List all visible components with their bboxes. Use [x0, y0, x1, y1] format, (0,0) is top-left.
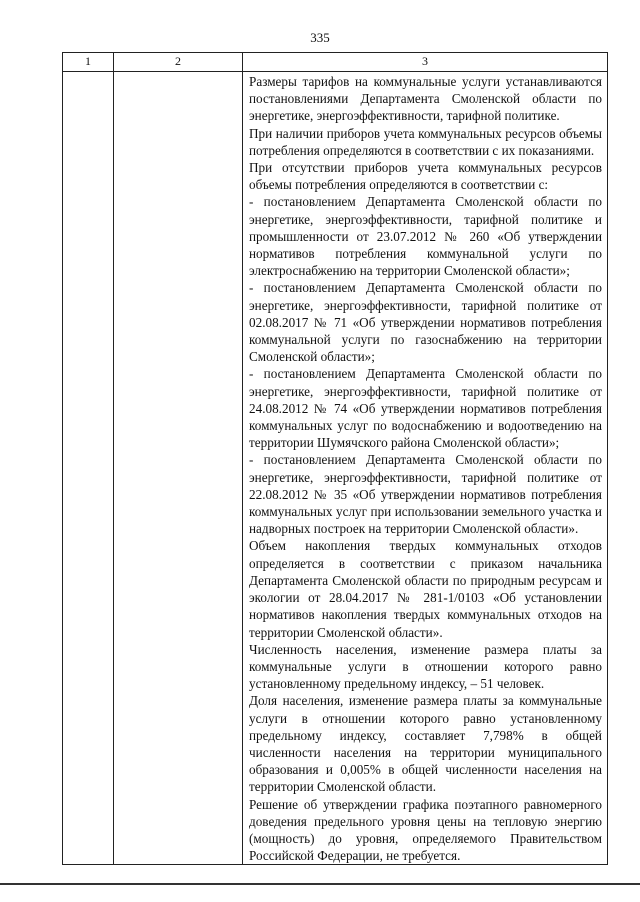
list-item: - постановлением Департамента Смоленской области по энергетике, энергоэффективности, тарифной политике от 02.08.2017 № 71 «Об утверждении нормативов потребления коммунальной услуги по газоснабжению на территории Смоленской области»;	[249, 280, 602, 365]
paragraph-waste-volume: Объем накопления твердых коммунальных отходов определяется в соответствии с приказом начальника Департамента Смоленской области по природным ресурсам и экологии от 28.04.2017 № 281-1/0103 «Об установлении нормативов накопления твердых коммунальных отходов на территории Смоленской области».	[249, 538, 602, 640]
cell-text	[243, 72, 607, 864]
list-item: - постановлением Департамента Смоленской области по энергетике, энергоэффективности, тарифной политике и промышленности от 23.07.2012 № 260 «Об утверждении нормативов потребления коммунальной услуги по электроснабжению на территории Смоленской области»;	[249, 194, 602, 279]
paragraph-heat-price-decision: Решение об утверждении графика поэтапного равномерного доведения предельного уровня цены на тепловую энергию (мощность) до уровня, определяемого Правительством Российской Федерации, не требуется.	[249, 796, 602, 864]
column-header-2: 2	[114, 53, 243, 72]
column-header-1: 1	[63, 53, 114, 72]
paragraph-tariff-sizes: Размеры тарифов на коммунальные услуги устанавливаются постановлениями Департамента Смоленской области по энергетике, энергоэффективности, тарифной политике.	[249, 74, 602, 124]
paragraph-population-count: Численность населения, изменение размера платы за коммунальные услуги в отношении которого равно установленному предельному индексу, – 51 человек.	[249, 641, 602, 692]
table-header-row	[63, 53, 608, 72]
paragraph-meters-present: При наличии приборов учета коммунальных ресурсов объемы потребления определяются в соответствии с их показаниями.	[249, 125, 602, 158]
cell-column-1	[63, 72, 114, 865]
bottom-divider	[0, 883, 640, 885]
cell-column-2	[114, 72, 243, 865]
list-item: - постановлением Департамента Смоленской области по энергетике, энергоэффективности, тарифной политике от 24.08.2012 № 74 «Об утверждении нормативов потребления коммунальных услуг по водоснабжению и водоотведению на территории Шумячского района Смоленской области»;	[249, 366, 602, 451]
cell-column-3	[243, 72, 608, 865]
document-table	[62, 52, 608, 865]
page-number: 335	[310, 30, 330, 45]
paragraph-population-share: Доля населения, изменение размера платы за коммунальные услуги в отношении которого равно установленному предельному индексу, составляет 7,798% в общей численности населения на территории муниципального образования и 0,005% в общей численности населения на территории Смоленской области.	[249, 693, 602, 795]
column-header-3: 3	[243, 53, 608, 72]
list-item: - постановлением Департамента Смоленской области по энергетике, энергоэффективности, тарифной политике от 22.08.2012 № 35 «Об утверждении нормативов потребления коммунальных услуг при использовании земельного участка и надворных построек на территории Смоленской области».	[249, 452, 602, 537]
paragraph-meters-absent: При отсутствии приборов учета коммунальных ресурсов объемы потребления определяются в соответствии с:	[249, 160, 602, 193]
table-row	[63, 72, 608, 865]
